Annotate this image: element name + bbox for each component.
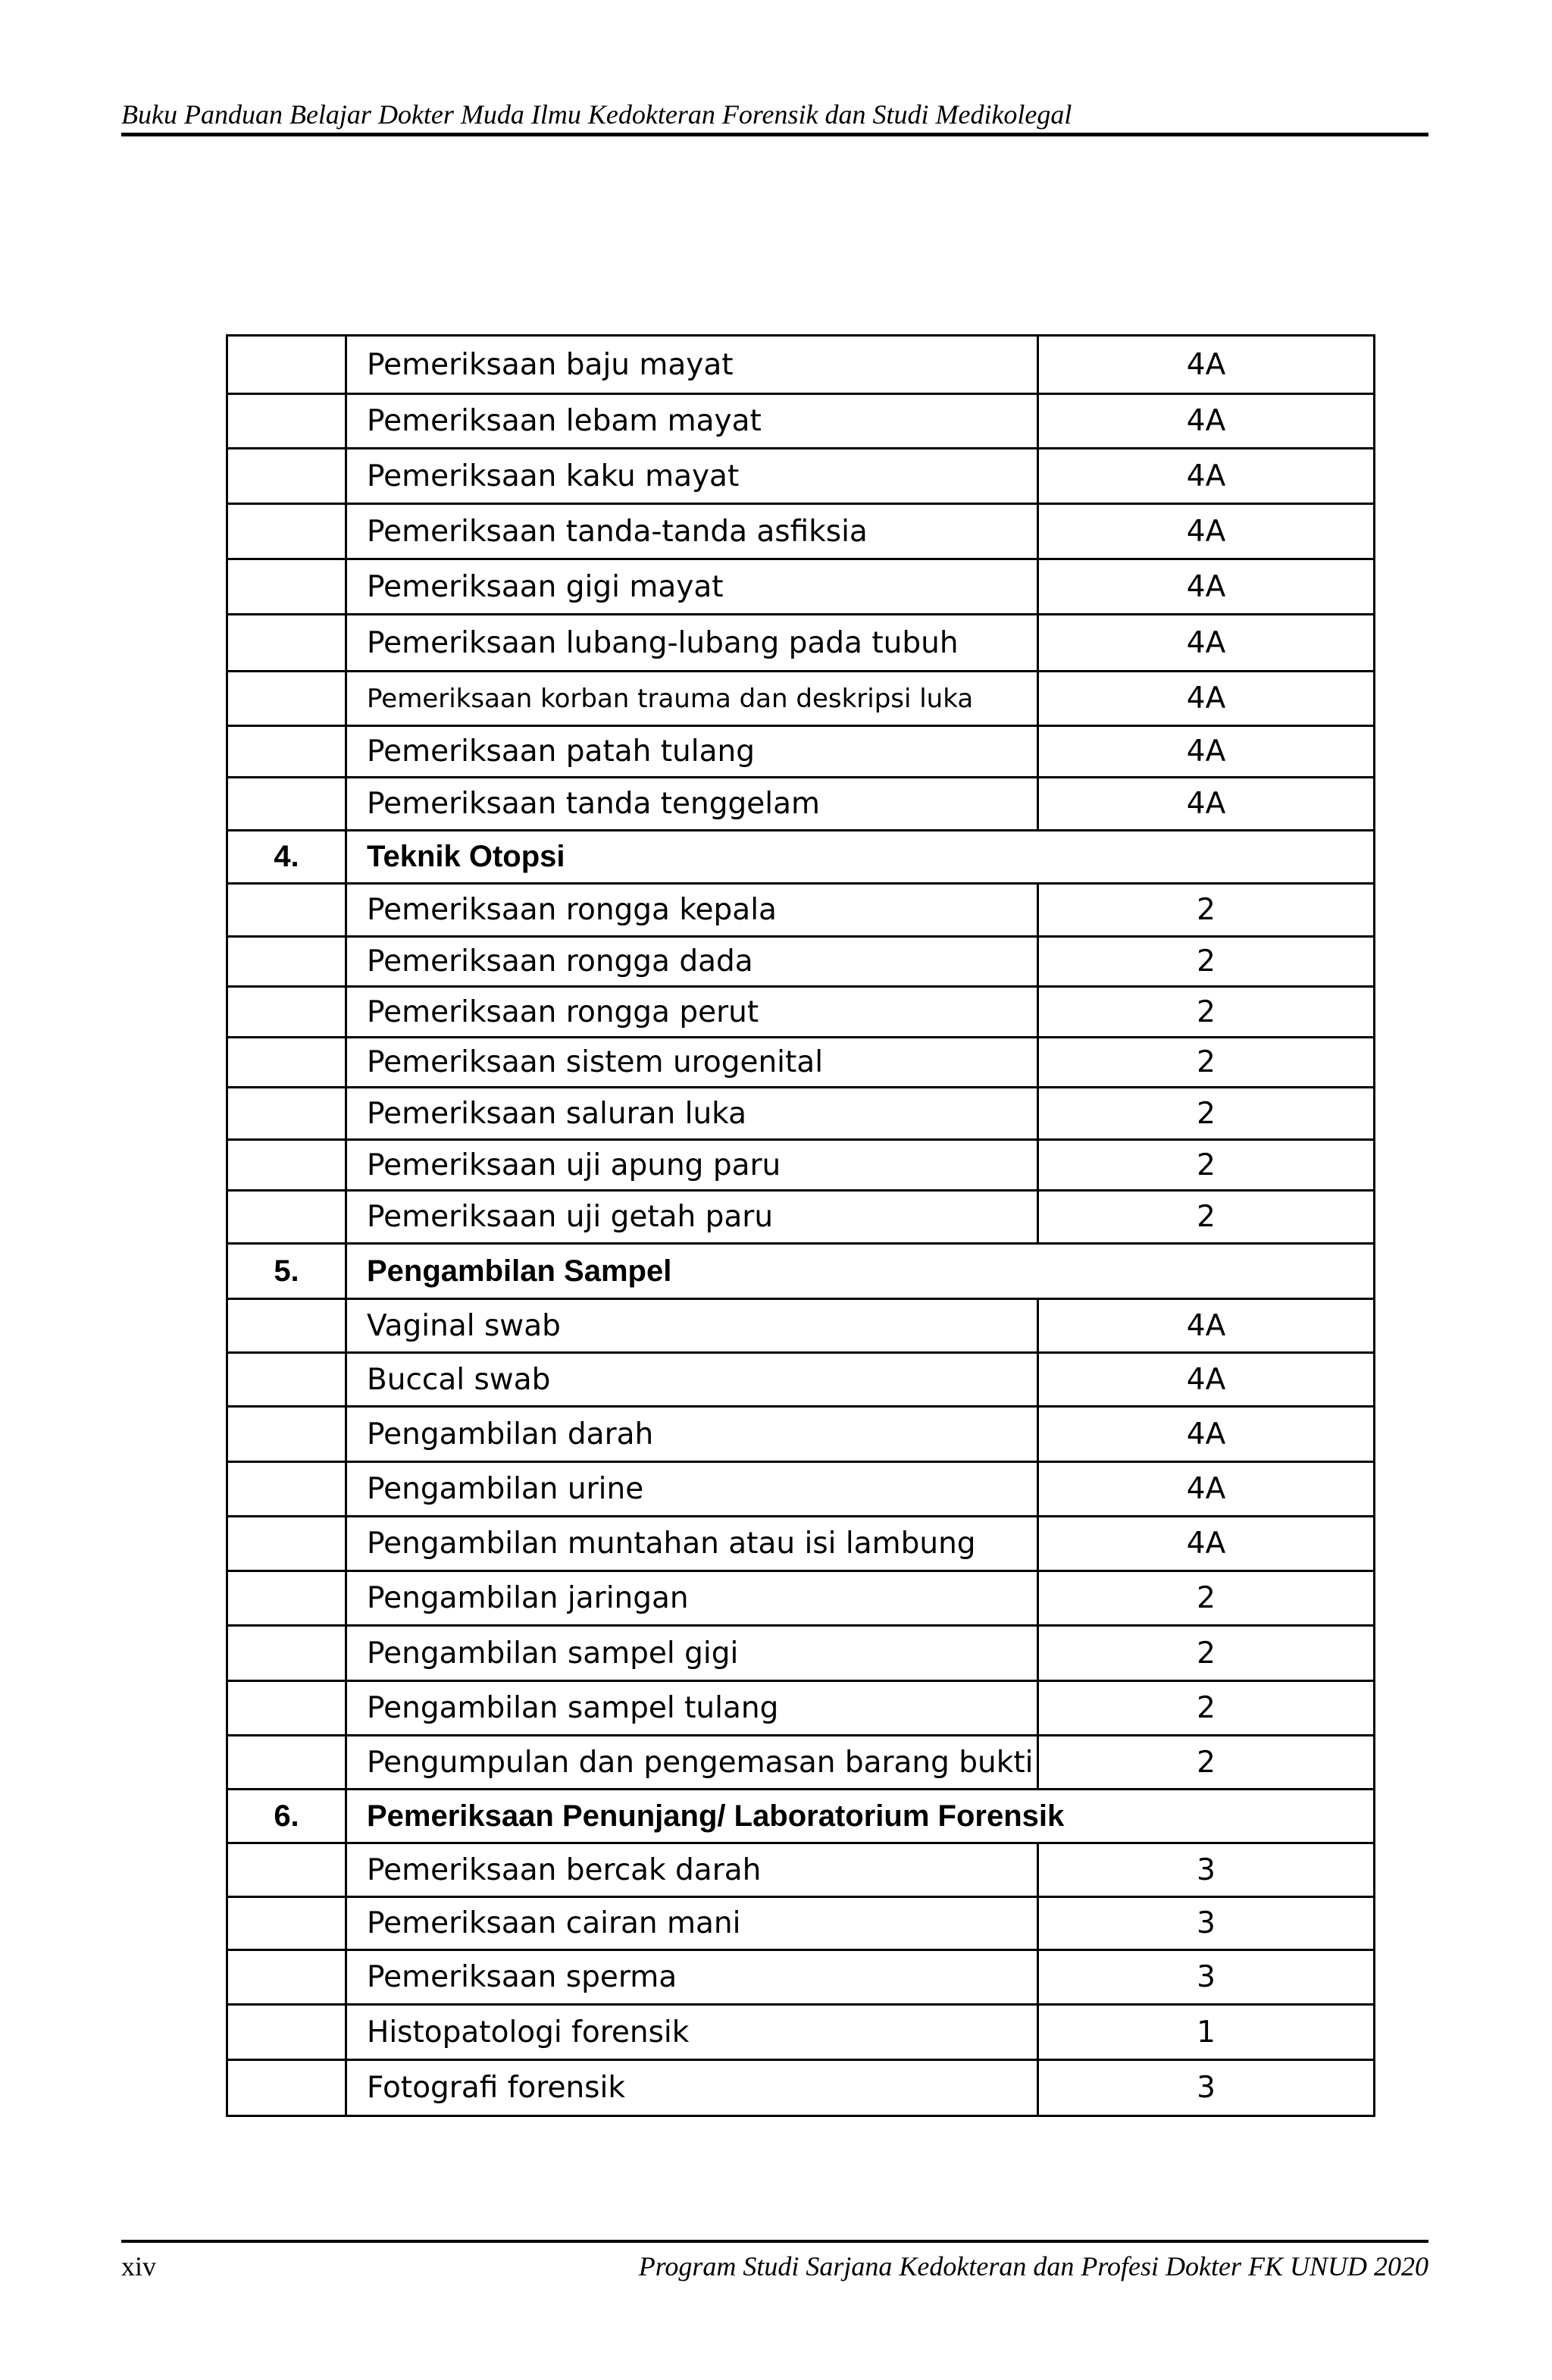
section-row [227,1790,1375,1843]
competency-level: 2 [1038,1571,1375,1626]
row-number-cell [227,1299,346,1353]
table-row [227,1843,1375,1897]
competency-level: 4A [1038,615,1375,672]
skill-name: Pemeriksaan gigi mayat [346,559,1038,615]
competency-level: 2 [1038,1088,1375,1140]
table-row [227,726,1375,778]
page-footer [121,2240,1428,2285]
skill-name: Pengambilan darah [346,1407,1038,1462]
table-row [227,884,1375,937]
row-number-cell [227,1088,346,1140]
table-row [227,449,1375,504]
table-row [227,2060,1375,2116]
skill-name: Vaginal swab [346,1299,1038,1353]
skill-name: Pemeriksaan saluran luka [346,1088,1038,1140]
row-number-cell [227,1681,346,1736]
competency-level: 4A [1038,336,1375,394]
row-number-cell [227,1191,346,1244]
competency-level: 2 [1038,1736,1375,1790]
section-number: 4. [227,831,346,884]
table-row [227,1462,1375,1517]
competency-level: 4A [1038,778,1375,831]
table-row [227,1571,1375,1626]
skill-name: Pengambilan jaringan [346,1571,1038,1626]
skill-name: Pemeriksaan korban trauma dan deskripsi luka [346,672,1038,726]
skill-name: Pemeriksaan patah tulang [346,726,1038,778]
row-number-cell [227,336,346,394]
competency-level: 1 [1038,2005,1375,2060]
table-row [227,504,1375,559]
table-row [227,1736,1375,1790]
row-number-cell [227,1736,346,1790]
skill-name: Pengumpulan dan pengemasan barang bukti [346,1736,1038,1790]
row-number-cell [227,884,346,937]
skill-name: Pemeriksaan kaku mayat [346,449,1038,504]
skill-name: Pemeriksaan lubang-lubang pada tubuh [346,615,1038,672]
page-header [121,99,1428,136]
table-row [227,937,1375,987]
section-number: 5. [227,1244,346,1299]
section-title: Teknik Otopsi [346,831,1375,884]
competency-level: 4A [1038,559,1375,615]
competency-level: 3 [1038,1843,1375,1897]
row-number-cell [227,2005,346,2060]
skill-name: Pemeriksaan tanda tenggelam [346,778,1038,831]
row-number-cell [227,1038,346,1088]
table-row [227,1897,1375,1950]
row-number-cell [227,726,346,778]
competency-level: 2 [1038,1681,1375,1736]
competency-level: 2 [1038,1140,1375,1191]
row-number-cell [227,987,346,1038]
skill-name: Pemeriksaan uji apung paru [346,1140,1038,1191]
table-row [227,1140,1375,1191]
row-number-cell [227,1462,346,1517]
skill-name: Pemeriksaan rongga kepala [346,884,1038,937]
competency-level: 4A [1038,1299,1375,1353]
competency-level: 4A [1038,394,1375,449]
table-row [227,559,1375,615]
skill-name: Histopatologi forensik [346,2005,1038,2060]
header-title: Buku Panduan Belajar Dokter Muda Ilmu Kedokteran Forensik dan Studi Medikolegal [121,99,1072,130]
competency-level: 2 [1038,1191,1375,1244]
row-number-cell [227,1517,346,1571]
section-title: Pemeriksaan Penunjang/ Laboratorium Forensik [346,1790,1375,1843]
section-number: 6. [227,1790,346,1843]
table-row [227,394,1375,449]
table-row [227,2005,1375,2060]
table-row [227,1950,1375,2005]
skill-name: Buccal swab [346,1353,1038,1407]
skill-name: Pemeriksaan lebam mayat [346,394,1038,449]
row-number-cell [227,778,346,831]
competency-level: 4A [1038,1407,1375,1462]
row-number-cell [227,2060,346,2116]
table-row [227,336,1375,394]
skill-name: Pemeriksaan baju mayat [346,336,1038,394]
footer-program: Program Studi Sarjana Kedokteran dan Profesi Dokter FK UNUD 2020 [638,2251,1428,2281]
row-number-cell [227,672,346,726]
skill-name: Pemeriksaan sperma [346,1950,1038,2005]
table-row [227,778,1375,831]
table-row [227,1517,1375,1571]
skill-name: Pengambilan sampel gigi [346,1626,1038,1681]
skill-name: Pemeriksaan uji getah paru [346,1191,1038,1244]
competency-level: 4A [1038,1353,1375,1407]
table-body [227,336,1375,2116]
table-row [227,1038,1375,1088]
competency-level: 4A [1038,672,1375,726]
table-row [227,1353,1375,1407]
section-row [227,1244,1375,1299]
competency-level: 4A [1038,504,1375,559]
row-number-cell [227,559,346,615]
skill-name: Pemeriksaan sistem urogenital [346,1038,1038,1088]
row-number-cell [227,937,346,987]
row-number-cell [227,1140,346,1191]
competency-level: 2 [1038,987,1375,1038]
table-row [227,672,1375,726]
skill-name: Pemeriksaan tanda-tanda asfiksia [346,504,1038,559]
row-number-cell [227,1950,346,2005]
row-number-cell [227,449,346,504]
competency-level: 2 [1038,937,1375,987]
competency-level: 2 [1038,884,1375,937]
competency-level: 4A [1038,1517,1375,1571]
skill-name: Pemeriksaan rongga perut [346,987,1038,1038]
table-row [227,987,1375,1038]
competency-level: 2 [1038,1626,1375,1681]
skill-name: Pengambilan muntahan atau isi lambung [346,1517,1038,1571]
competency-level: 4A [1038,449,1375,504]
row-number-cell [227,1626,346,1681]
skill-name: Pemeriksaan cairan mani [346,1897,1038,1950]
row-number-cell [227,1353,346,1407]
skill-name: Pemeriksaan bercak darah [346,1843,1038,1897]
row-number-cell [227,1843,346,1897]
competency-level: 2 [1038,1038,1375,1088]
skill-name: Pengambilan sampel tulang [346,1681,1038,1736]
skill-name: Pengambilan urine [346,1462,1038,1517]
table-row [227,1299,1375,1353]
row-number-cell [227,1897,346,1950]
table-row [227,1088,1375,1140]
competency-level: 3 [1038,1897,1375,1950]
row-number-cell [227,394,346,449]
table-row [227,1681,1375,1736]
competency-level: 4A [1038,726,1375,778]
table-row [227,1407,1375,1462]
row-number-cell [227,1571,346,1626]
page-number: xiv [121,2251,157,2281]
section-row [227,831,1375,884]
table-row [227,1191,1375,1244]
competency-table [226,334,1375,2117]
table-row [227,1626,1375,1681]
row-number-cell [227,1407,346,1462]
row-number-cell [227,615,346,672]
section-title: Pengambilan Sampel [346,1244,1375,1299]
competency-level: 3 [1038,2060,1375,2116]
row-number-cell [227,504,346,559]
skill-name: Fotografi forensik [346,2060,1038,2116]
table-row [227,615,1375,672]
competency-level: 3 [1038,1950,1375,2005]
skill-name: Pemeriksaan rongga dada [346,937,1038,987]
competency-level: 4A [1038,1462,1375,1517]
